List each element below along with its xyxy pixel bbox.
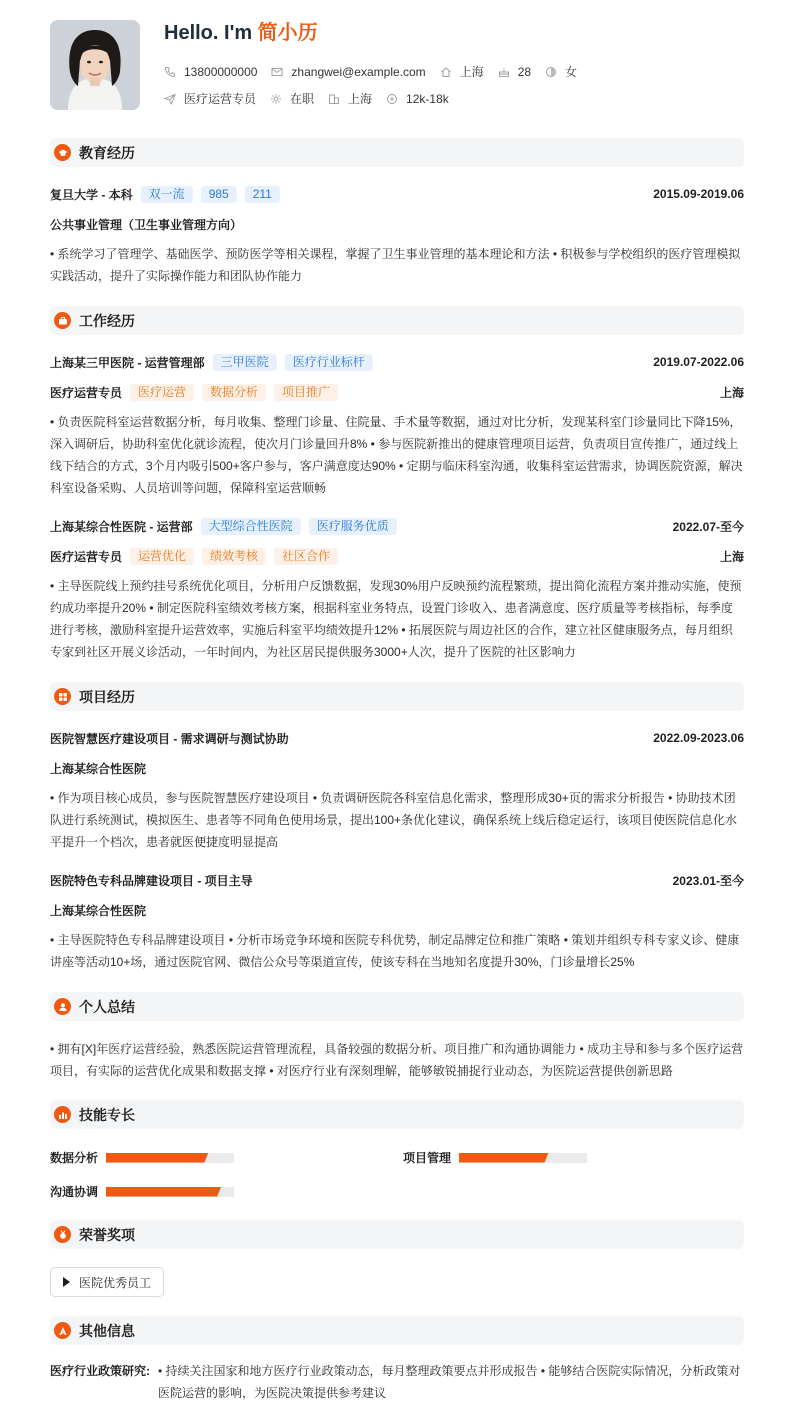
gear-icon — [270, 93, 282, 105]
job-text: 医疗运营专员 — [184, 92, 257, 106]
role-tag: 数据分析 — [202, 384, 266, 401]
work-header — [50, 352, 744, 372]
skill-bar-fill — [459, 1153, 549, 1163]
section-title: 工作经历 — [79, 312, 135, 329]
section-title: 个人总结 — [79, 998, 135, 1015]
role-tag: 社区合作 — [274, 548, 338, 565]
avatar — [50, 20, 140, 110]
work-date: 2022.07-至今 — [672, 519, 744, 534]
greeting-text: Hello. I'm — [164, 22, 258, 44]
phone-item — [164, 65, 257, 79]
skill-bar — [106, 1153, 234, 1163]
greeting-heading — [164, 21, 318, 45]
role-name: 医疗运营专员 — [50, 549, 123, 564]
skill-name: 沟通协调 — [50, 1185, 99, 1199]
project-description: • 作为项目核心成员，参与医院智慧医疗建设项目 • 负责调研医院各科室信息化需求，整理形成30+页的需求分析报告 • 协助技术团队进行系统测试，模拟医生、患者等不同角色使用场景，提出100+条优化建议，确保系统上线后稳定运行，该项目使医院信息化水平提升一个档次，患者就医便捷度明显提高 — [50, 791, 738, 849]
skill-bar-fill — [106, 1153, 208, 1163]
target-city-text: 上海 — [348, 92, 373, 106]
email-item — [271, 65, 425, 79]
project-date: 2023.01-至今 — [672, 873, 744, 888]
section-work — [50, 306, 744, 335]
job-item — [164, 90, 256, 107]
coin-icon — [386, 93, 398, 105]
section-title: 荣誉奖项 — [79, 1226, 135, 1243]
project-name: 医院智慧医疗建设项目 - 需求调研与测试协助 — [50, 731, 289, 746]
age-text: 28 — [517, 64, 532, 79]
work-date: 2019.07-2022.06 — [653, 355, 744, 369]
gender-item — [545, 63, 577, 80]
skill-bar — [106, 1187, 234, 1197]
work-description: • 负责医院科室运营数据分析，每月收集、整理门诊量、住院量、手术量等数据，通过对比分析，发现某科室门诊量同比下降15%，深入调研后，协助科室优化就诊流程，使次月门诊量回升8% • 参与医院新推出的健康管理项目运营，负责项目宣传推广，通过线上线下结合的方式，3个月内吸引500+客户参与，客户满意度达90% • 定期与临床科室沟通，收集科室运营需求，协调医院资源，解决科室设备采购、人员培训等问题，保障科室运营顺畅 — [50, 415, 743, 495]
gender-text: 女 — [565, 65, 578, 79]
resume-header — [50, 20, 744, 112]
award-name: 医院优秀员工 — [79, 1275, 152, 1290]
company-name: 上海某综合性医院 - 运营部 — [50, 519, 193, 534]
phone-text: 13800000000 — [184, 64, 258, 79]
school-tag: 985 — [201, 186, 237, 203]
skill-item — [403, 1149, 587, 1166]
section-title: 教育经历 — [79, 144, 135, 161]
role-tag: 绩效考核 — [202, 548, 266, 565]
school-name: 复旦大学 - 本科 — [50, 187, 133, 202]
other-value: • 持续关注国家和地方医疗行业政策动态，每月整理政策要点并形成报告 • 能够结合医院实际情况，分析政策对医院运营的影响，为医院决策提供参考建议 — [158, 1364, 741, 1400]
building-icon — [328, 93, 340, 105]
section-title: 其他信息 — [79, 1322, 135, 1339]
work-description: • 主导医院线上预约挂号系统优化项目，分析用户反馈数据，发现30%用户反映预约流程繁琐，提出简化流程方案并推动实施，使预约成功率提升20% • 制定医院科室绩效考核方案，根据科室业务特点，设置门诊收入、患者满意度、医疗质量等考核指标，每季度进行考核，激励科室提升运营效率，实施后科室平均绩效提升12% • 拓展医院与周边社区的合作，建立社区健康服务点，每月组织专家到社区开展义诊活动，一年时间内，为社区居民提供服务3000+人次，提升了医院的社区影响力 — [50, 579, 742, 659]
city-item — [440, 63, 484, 80]
graduation-cap-icon — [54, 144, 71, 161]
section-summary — [50, 992, 744, 1021]
candidate-name: 简小历 — [257, 22, 318, 44]
role-tag: 医疗运营 — [130, 384, 194, 401]
work-role-row — [50, 382, 744, 402]
medal-icon — [54, 1226, 71, 1243]
school-tag: 双一流 — [141, 186, 193, 203]
project-org: 上海某综合性医院 — [50, 761, 147, 776]
education-description: • 系统学习了管理学、基础医学、预防医学等相关课程，掌握了卫生事业管理的基本理论和方法 • 积极参与学校组织的医疗管理模拟实践活动，提升了实际操作能力和团队协作能力 — [50, 247, 741, 283]
skill-bar — [459, 1153, 587, 1163]
cake-icon — [498, 66, 510, 78]
section-awards — [50, 1220, 744, 1249]
project-header — [50, 728, 744, 748]
role-tag: 运营优化 — [130, 548, 194, 565]
salary-item — [386, 92, 449, 106]
send-icon — [164, 93, 176, 105]
section-projects — [50, 682, 744, 711]
work-header — [50, 516, 744, 536]
target-city-item — [328, 90, 372, 107]
education-date: 2015.09-2019.06 — [653, 187, 744, 201]
award-item — [50, 1267, 164, 1297]
section-title: 项目经历 — [79, 688, 135, 705]
work-role-row — [50, 546, 744, 566]
education-header — [50, 184, 744, 204]
email-text: zhangwei@example.com — [291, 64, 426, 79]
section-skills — [50, 1100, 744, 1129]
skill-item — [50, 1149, 234, 1166]
education-major-row — [50, 214, 744, 234]
gender-icon — [545, 66, 557, 78]
company-tag: 医疗服务优质 — [309, 518, 397, 535]
age-item — [498, 65, 531, 79]
puzzle-icon — [54, 1322, 71, 1339]
phone-icon — [164, 66, 176, 78]
other-info-row — [50, 1360, 744, 1404]
status-text: 在职 — [290, 92, 315, 106]
company-tag: 医疗行业标杆 — [285, 354, 373, 371]
company-tag: 大型综合性医院 — [201, 518, 301, 535]
company-tag: 三甲医院 — [213, 354, 277, 371]
school-tag: 211 — [245, 186, 280, 203]
other-label: 医疗行业政策研究: — [50, 1364, 150, 1378]
skill-item — [50, 1183, 234, 1200]
project-header — [50, 870, 744, 890]
skill-name: 数据分析 — [50, 1151, 99, 1165]
project-org-row — [50, 900, 744, 920]
role-tag: 项目推广 — [274, 384, 338, 401]
project-org-row — [50, 758, 744, 778]
work-location: 上海 — [719, 385, 744, 400]
project-name: 医院特色专科品牌建设项目 - 项目主导 — [50, 873, 253, 888]
contact-row — [164, 63, 591, 80]
play-icon — [63, 1277, 70, 1287]
section-education — [50, 138, 744, 167]
city-text: 上海 — [459, 65, 484, 79]
work-location: 上海 — [719, 549, 744, 564]
major-name: 公共事业管理（卫生事业管理方向） — [50, 217, 243, 232]
skill-name: 项目管理 — [403, 1151, 452, 1165]
summary-text: • 拥有[X]年医疗运营经验，熟悉医院运营管理流程，具备较强的数据分析、项目推广和沟通协调能力 • 成功主导和参与多个医疗运营项目，有实际的运营优化成果和数据支撑 • 对医疗行业有深刻理解，能够敏锐捕捉行业动态，为医院运营提供创新思路 — [50, 1042, 744, 1078]
job-intent-row — [164, 90, 463, 107]
project-description: • 主导医院特色专科品牌建设项目 • 分析市场竞争环境和医院专科优势，制定品牌定位和推广策略 • 策划并组织专科专家义诊、健康讲座等活动10+场，通过医院官网、微信公众号等渠道宣传，使该专科在当地知名度提升30%，门诊量增长25% — [50, 933, 740, 969]
company-name: 上海某三甲医院 - 运营管理部 — [50, 355, 205, 370]
project-date: 2022.09-2023.06 — [653, 731, 744, 745]
project-org: 上海某综合性医院 — [50, 903, 147, 918]
salary-text: 12k-18k — [406, 91, 449, 106]
role-name: 医疗运营专员 — [50, 385, 123, 400]
section-title: 技能专长 — [79, 1106, 135, 1123]
mail-icon — [271, 66, 283, 78]
bar-chart-icon — [54, 1106, 71, 1123]
user-icon — [54, 998, 71, 1015]
briefcase-icon — [54, 312, 71, 329]
home-icon — [440, 66, 452, 78]
status-item — [270, 90, 314, 107]
skill-bar-fill — [106, 1187, 221, 1197]
section-other — [50, 1316, 744, 1345]
grid-icon — [54, 688, 71, 705]
